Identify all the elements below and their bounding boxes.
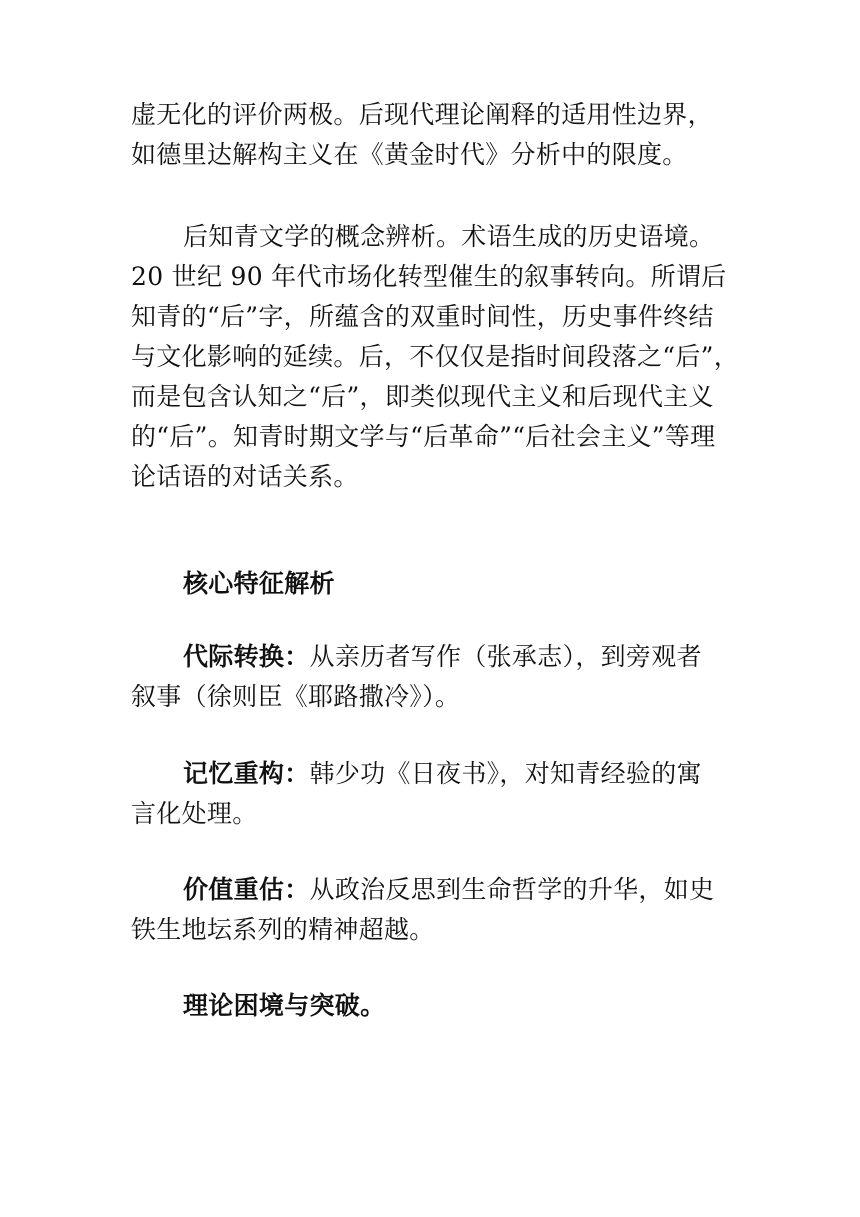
paragraph-4-label: 记忆重构： <box>183 759 310 788</box>
paragraph-5 <box>131 870 731 950</box>
paragraph-2-line-4: 与文化影响的延续。后，不仅仅是指时间段落之“后”， <box>131 342 740 371</box>
paragraph-4-line-1 <box>131 754 731 794</box>
paragraph-3-line-1 <box>131 637 731 677</box>
paragraph-3-line-2: 叙事（徐则臣《耶路撒冷》）。 <box>131 682 461 711</box>
paragraph-2-line-1: 后知青文学的概念辨析。术语生成的历史语境。 <box>183 222 715 251</box>
paragraph-6 <box>131 986 731 1026</box>
paragraph-4 <box>131 754 731 834</box>
paragraph-5-line-1 <box>131 870 731 910</box>
paragraph-6-text: 理论困境与突破。 <box>183 991 386 1020</box>
paragraph-1 <box>131 95 731 175</box>
paragraph-5-text: 从政治反思到生命哲学的升华，如史 <box>309 875 715 904</box>
paragraph-4-text: 韩少功《日夜书》，对知青经验的寓 <box>309 759 702 788</box>
paragraph-1-line-2: 如德里达解构主义在《黄金时代》分析中的限度。 <box>131 140 688 169</box>
paragraph-2-line-3: 知青的“后”字，所蕴含的双重时间性，历史事件终结 <box>131 302 714 331</box>
paragraph-3-label: 代际转换： <box>183 642 310 671</box>
paragraph-5-label: 价值重估： <box>183 875 310 904</box>
paragraph-2 <box>131 217 740 497</box>
paragraph-2-line-5: 而是包含认知之“后”，即类似现代主义和后现代主义 <box>131 382 714 411</box>
paragraph-2-line-7: 论话语的对话关系。 <box>131 462 359 491</box>
paragraph-5-line-2: 铁生地坛系列的精神超越。 <box>131 915 435 944</box>
paragraph-3-text: 从亲历者写作（张承志），到旁观者 <box>309 642 702 671</box>
paragraph-2-line-6: 的“后”。知青时期文学与“后革命”“后社会主义”等理 <box>131 422 716 451</box>
paragraph-4-line-2: 言化处理。 <box>131 799 258 828</box>
paragraph-2-line-2: 20 世纪 90 年代市场化转型催生的叙事转向。所谓后 <box>131 262 727 291</box>
paragraph-1-line-1: 虚无化的评价两极。后现代理论阐释的适用性边界， <box>131 100 713 129</box>
paragraph-3 <box>131 637 731 717</box>
section-heading-text: 核心特征解析 <box>183 569 335 598</box>
section-heading <box>131 564 731 604</box>
